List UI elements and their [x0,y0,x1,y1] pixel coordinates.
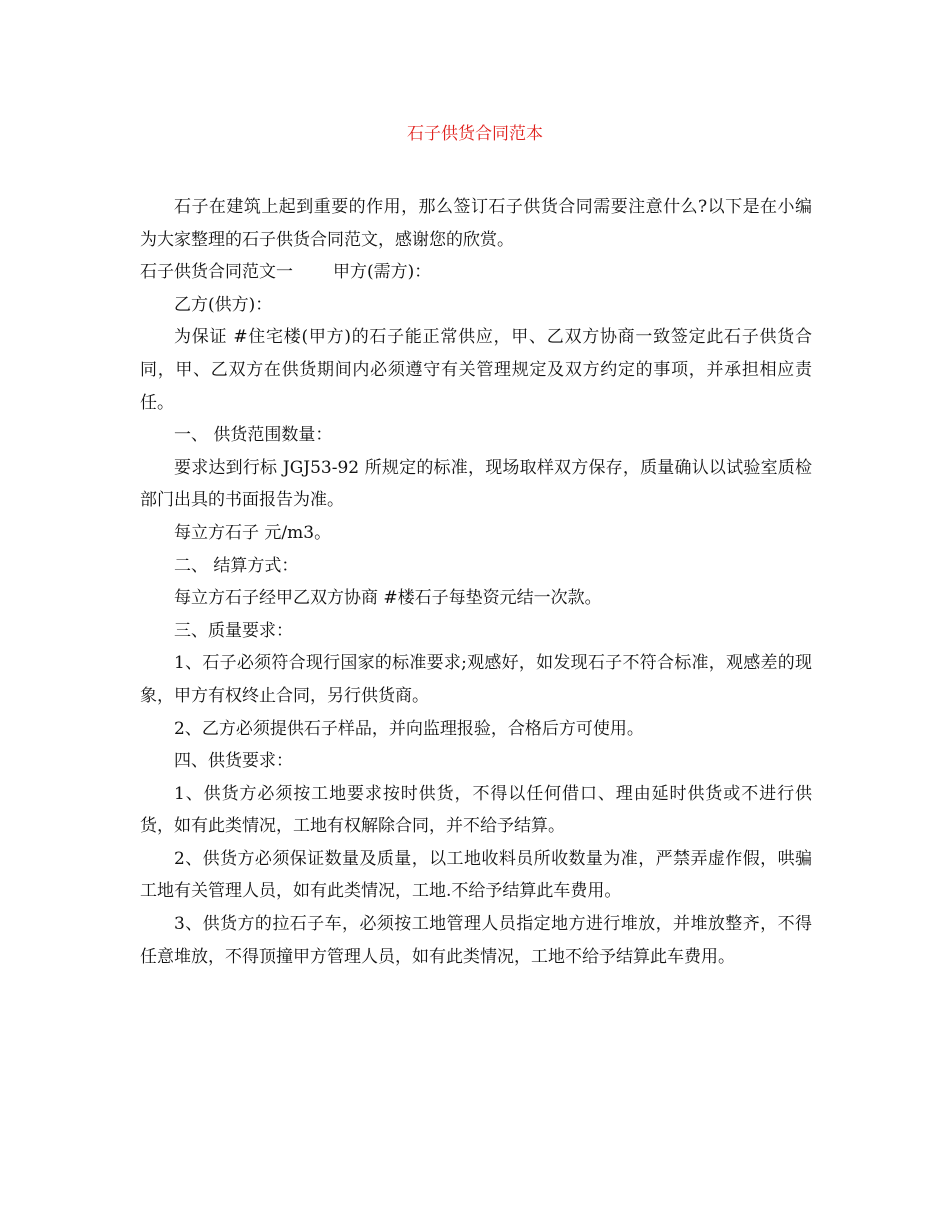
party-a-label: 甲方(需方)： [333,262,432,283]
preamble-paragraph: 为保证 #住宅楼(甲方)的石子能正常供应，甲、乙双方协商一致签定此石子供货合同，甲、乙双方在供货期间内必须遵守有关管理规定及双方约定的事项，并承担相应责任。 [140,327,812,413]
section1-title: 一、 供货范围数量： [174,425,333,446]
sample-heading-line [140,256,812,289]
section4-paragraph-3: 3、供货方的拉石子车，必须按工地管理人员指定地方进行堆放，并堆放整齐，不得任意堆放，不得顶撞甲方管理人员，如有此类情况，工地不给予结算此车费用。 [140,914,812,967]
sample-heading: 石子供货合同范文一 [140,262,293,283]
section4-paragraph-2: 2、供货方必须保证数量及质量，以工地收料员所收数量为准，严禁弄虚作假，哄骗工地有关管理人员，如有此类情况，工地.不给予结算此车费用。 [140,848,812,902]
section4-title: 四、供货要求： [174,751,293,772]
section2-title: 二、 结算方式： [174,555,299,576]
section1-paragraph-2: 每立方石子 元/m3。 [174,522,332,543]
party-b-label: 乙方(供方)： [174,294,273,315]
section3-paragraph-2: 2、乙方必须提供石子样品，并向监理报验，合格后方可使用。 [174,718,644,739]
document-title: 石子供货合同范本 [407,124,543,144]
document-body [140,191,812,973]
section2-paragraph-1: 每立方石子经甲乙双方协商 #楼石子每垫资元结一次款。 [174,588,602,609]
section1-paragraph-1: 要求达到行标 JGJ53-92 所规定的标准，现场取样双方保存，质量确认以试验室质检部门出具的书面报告为准。 [140,457,812,511]
section3-title: 三、质量要求： [174,620,293,641]
section4-paragraph-1: 1、供货方必须按工地要求按时供货，不得以任何借口、理由延时供货或不进行供货，如有此类情况，工地有权解除合同，并不给予结算。 [140,783,812,837]
intro-paragraph: 石子在建筑上起到重要的作用，那么签订石子供货合同需要注意什么?以下是在小编为大家整理的石子供货合同范文，感谢您的欣赏。 [140,197,812,250]
section3-paragraph-1: 1、石子必须符合现行国家的标准要求;观感好，如发现石子不符合标准，观感差的现象，甲方有权终止合同，另行供货商。 [140,653,812,706]
